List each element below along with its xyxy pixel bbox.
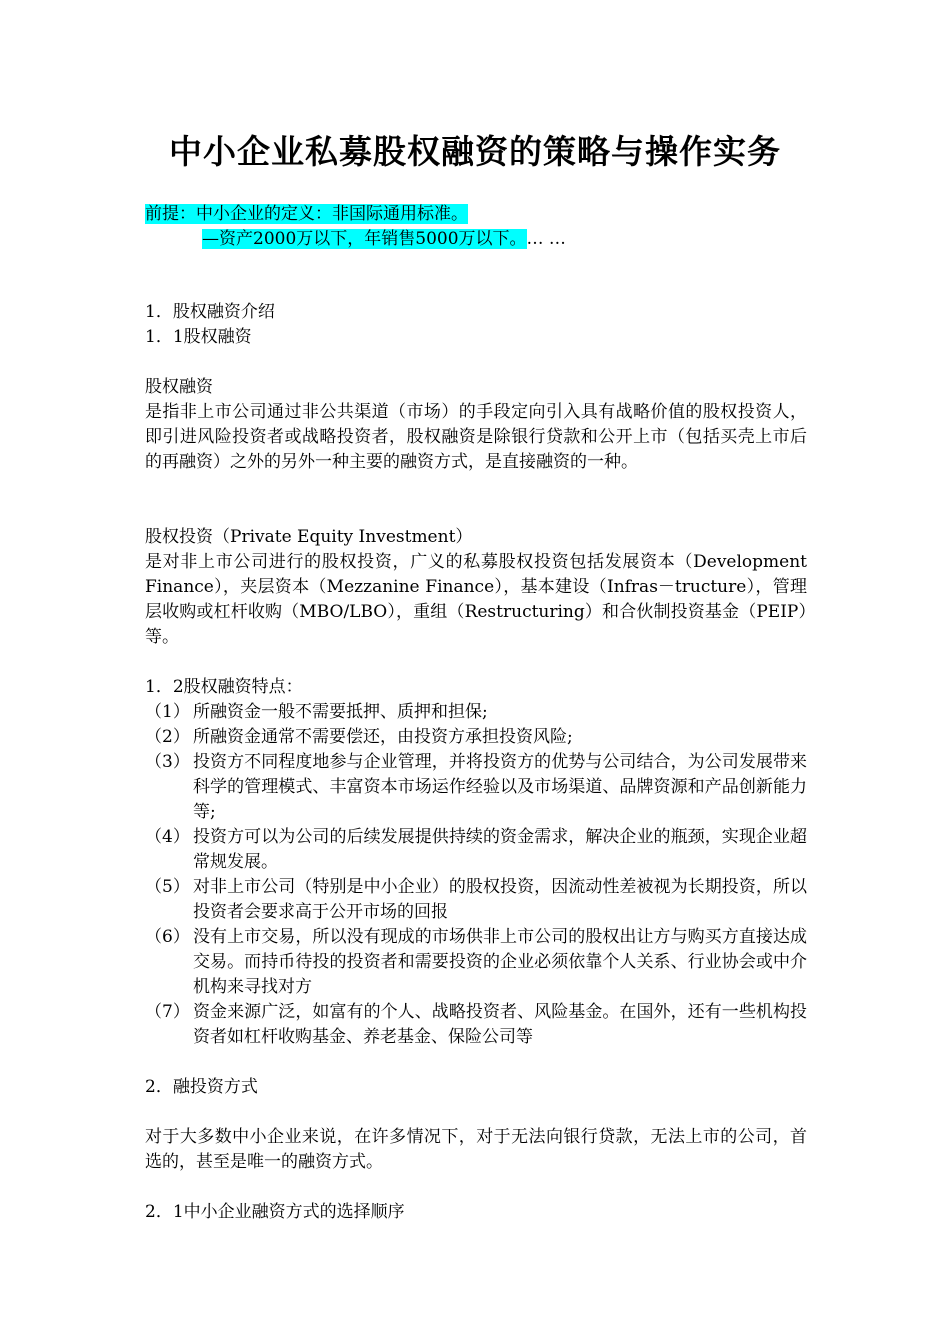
list-item bbox=[145, 825, 807, 875]
heading-section-1-2: 1．2股权融资特点： bbox=[145, 677, 303, 697]
heading-section-2: 2．融投资方式 bbox=[145, 1077, 258, 1097]
list-item-text: 没有上市交易，所以没有现成的市场供非上市公司的股权出让方与购买方直接达成交易。而持币待投的投资者和需要投资的企业必须依靠个人关系、行业协会或中介机构来寻找对方 bbox=[193, 927, 807, 997]
definition-private-equity-text: 是对非上市公司进行的股权投资，广义的私募股权投资包括发展资本（Development Finance），夹层资本（Mezzanine Finance），基本建设（Infras－tructure），管理层收购或杠杆收购（MBO/LBO），重组（Restructuring）和合伙制投资基金（PEIP）等。 bbox=[145, 552, 807, 647]
heading-section-1-1: 1．1股权融资 bbox=[145, 327, 252, 347]
list-item-text: 所融资金一般不需要抵押、质押和担保; bbox=[193, 702, 488, 722]
list-item bbox=[145, 700, 807, 725]
list-item-number: （6） bbox=[145, 927, 190, 947]
section-2-intro-text: 对于大多数中小企业来说，在许多情况下，对于无法向银行贷款，无法上市的公司，首选的，甚至是唯一的融资方式。 bbox=[145, 1127, 807, 1172]
list-item bbox=[145, 1000, 807, 1050]
premise-threshold: —资产2000万以下，年销售5000万以下。 bbox=[202, 229, 527, 249]
list-item bbox=[145, 925, 807, 1000]
list-item bbox=[145, 725, 807, 750]
list-item-text: 投资方不同程度地参与企业管理，并将投资方的优势与公司结合，为公司发展带来科学的管理模式、丰富资本市场运作经验以及市场渠道、品牌资源和产品创新能力等; bbox=[193, 752, 807, 822]
term-private-equity: 股权投资（Private Equity Investment） bbox=[145, 527, 473, 547]
document-title: 中小企业私募股权融资的策略与操作实务 bbox=[169, 132, 781, 171]
list-item-number: （3） bbox=[145, 752, 190, 772]
list-item bbox=[145, 875, 807, 925]
section-2-intro bbox=[145, 1125, 807, 1175]
term-equity-financing: 股权融资 bbox=[145, 377, 213, 397]
list-item-text: 对非上市公司（特别是中小企业）的股权投资，因流动性差被视为长期投资，所以投资者会要求高于公开市场的回报 bbox=[193, 877, 807, 922]
definition-equity-financing-text: 是指非上市公司通过非公共渠道（市场）的手段定向引入具有战略价值的股权投资人，即引进风险投资者或战略投资者，股权融资是除银行贷款和公开上市（包括买壳上市后的再融资）之外的另外一种主要的融资方式，是直接融资的一种。 bbox=[145, 402, 807, 472]
premise-line-2 bbox=[202, 227, 566, 252]
list-item-number: （1） bbox=[145, 702, 190, 722]
list-item-text: 投资方可以为公司的后续发展提供持续的资金需求，解决企业的瓶颈，实现企业超常规发展。 bbox=[193, 827, 807, 872]
heading-section-2-1: 2．1中小企业融资方式的选择顺序 bbox=[145, 1202, 405, 1222]
premise-ellipsis: … … bbox=[526, 229, 566, 249]
heading-section-1: 1．股权融资介绍 bbox=[145, 302, 275, 322]
definition-equity-financing bbox=[145, 400, 807, 475]
list-item bbox=[145, 750, 807, 825]
list-item-number: （4） bbox=[145, 827, 190, 847]
list-item-number: （7） bbox=[145, 1002, 190, 1022]
premise-line-1 bbox=[145, 202, 468, 227]
list-item-text: 资金来源广泛，如富有的个人、战略投资者、风险基金。在国外，还有一些机构投资者如杠杆收购基金、养老基金、保险公司等 bbox=[193, 1002, 807, 1047]
list-item-number: （5） bbox=[145, 877, 190, 897]
list-item-number: （2） bbox=[145, 727, 190, 747]
list-item-text: 所融资金通常不需要偿还，由投资方承担投资风险; bbox=[193, 727, 573, 747]
definition-private-equity bbox=[145, 550, 807, 650]
premise-definition: 前提：中小企业的定义：非国际通用标准。 bbox=[145, 204, 468, 224]
